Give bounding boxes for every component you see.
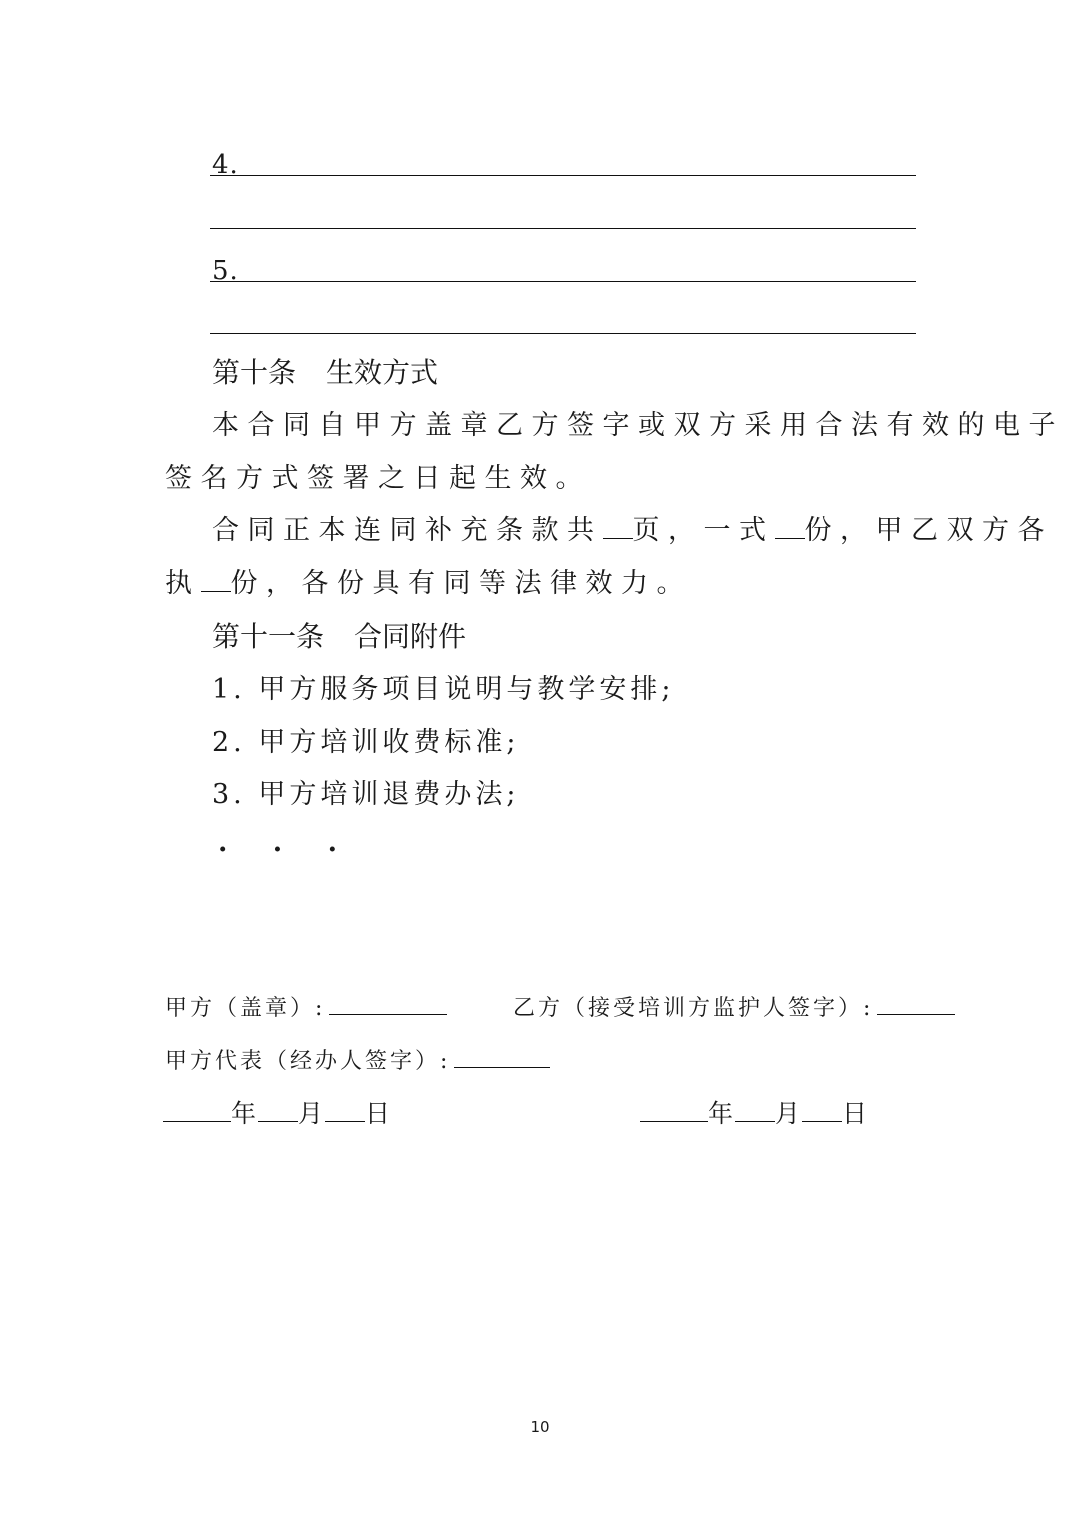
- party-a-rep-blank: [454, 1045, 550, 1068]
- article-10-number: 第十条: [212, 356, 297, 389]
- party-b-year-blank: [640, 1097, 708, 1122]
- item-4-continuation-line: [210, 228, 916, 229]
- party-b-year-label: 年: [708, 1099, 736, 1128]
- party-a-day-label: 日: [365, 1099, 393, 1128]
- each-copies-blank: [201, 567, 231, 592]
- item-5-number: 5.: [212, 256, 239, 286]
- article-10-para1-line2: 签名方式签署之日起生效。: [165, 463, 591, 494]
- party-a-seal: [165, 992, 447, 1023]
- party-a-date: [163, 1097, 392, 1129]
- party-b-label: 乙方（接受培训方监护人签字）:: [513, 996, 874, 1021]
- article-11-title: 合同附件: [354, 620, 467, 653]
- attachment-item-3: 3. 甲方培训退费办法;: [212, 779, 520, 810]
- party-a-representative: [165, 1045, 550, 1076]
- article-10-para2-line1: [212, 514, 1053, 548]
- item-4-line: [210, 175, 916, 176]
- article-11-heading: [212, 620, 466, 654]
- party-b-signature-blank: [877, 992, 955, 1015]
- para2-text-d: 执: [165, 568, 201, 599]
- party-b-date: [640, 1097, 869, 1129]
- article-10-heading: [212, 356, 438, 390]
- party-a-month-label: 月: [298, 1099, 326, 1128]
- para2-text-e: 份，各份具有同等法律效力。: [230, 568, 692, 599]
- item-5-continuation-line: [210, 333, 916, 334]
- article-10-title: 生效方式: [326, 356, 439, 389]
- copies-blank: [775, 514, 805, 539]
- attachment-ellipsis: . . .: [218, 827, 355, 858]
- party-b-month-label: 月: [775, 1099, 803, 1128]
- article-11-number: 第十一条: [212, 620, 325, 653]
- party-a-year-blank: [163, 1097, 231, 1122]
- party-a-seal-blank: [329, 992, 447, 1015]
- item-4-number: 4.: [212, 150, 239, 180]
- para2-text-a: 合同正本连同补充条款共: [212, 515, 603, 546]
- party-b-day-label: 日: [842, 1099, 870, 1128]
- item-5-line: [210, 281, 916, 282]
- article-10-para2-line2: [165, 567, 692, 601]
- attachment-item-2: 2. 甲方培训收费标准;: [212, 727, 520, 758]
- attachment-item-1: 1. 甲方服务项目说明与教学安排;: [212, 674, 675, 705]
- party-a-label: 甲方（盖章）:: [165, 996, 326, 1021]
- party-b-month-blank: [735, 1097, 775, 1122]
- party-b-day-blank: [802, 1097, 842, 1122]
- party-a-year-label: 年: [231, 1099, 259, 1128]
- article-10-para1-line1: 本合同自甲方盖章乙方签字或双方采用合法有效的电子: [212, 410, 1064, 441]
- party-a-month-blank: [258, 1097, 298, 1122]
- party-a-rep-label: 甲方代表（经办人签字）:: [165, 1049, 451, 1074]
- party-a-day-blank: [325, 1097, 365, 1122]
- party-b-signature: [513, 992, 955, 1023]
- pages-blank: [603, 514, 633, 539]
- para2-text-b: 页，一式: [632, 515, 775, 546]
- para2-text-c: 份，甲乙双方各: [804, 515, 1053, 546]
- page-number: 10: [530, 1418, 550, 1436]
